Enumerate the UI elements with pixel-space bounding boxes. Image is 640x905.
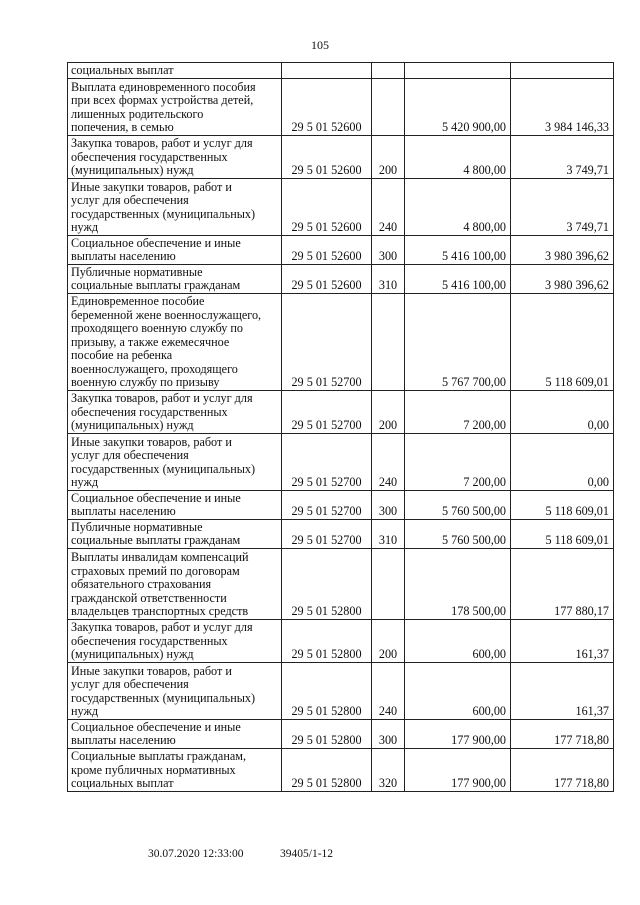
table-row: [68, 433, 614, 490]
table-row: [68, 293, 614, 390]
row-fact-amount-cell: 3 984 146,33: [511, 78, 614, 135]
row-name-cell: социальных выплат: [68, 63, 282, 79]
table-row: [68, 519, 614, 548]
row-expense-type-cell: [372, 293, 405, 390]
row-expense-type-cell: 310: [372, 264, 405, 293]
row-plan-amount-cell: 600,00: [405, 619, 511, 662]
budget-table-body: [68, 63, 614, 792]
row-expense-type-cell: 200: [372, 390, 405, 433]
row-name-cell: Закупка товаров, работ и услуг для обеспечения государственных (муниципальных) нужд: [68, 390, 282, 433]
row-fact-amount-cell: 177 718,80: [511, 719, 614, 748]
row-code-cell: 29 5 01 52800: [282, 719, 372, 748]
table-row: [68, 390, 614, 433]
row-code-cell: 29 5 01 52600: [282, 235, 372, 264]
row-code-cell: 29 5 01 52800: [282, 662, 372, 719]
row-plan-amount-cell: 600,00: [405, 662, 511, 719]
row-fact-amount-cell: 161,37: [511, 662, 614, 719]
row-plan-amount-cell: 5 760 500,00: [405, 490, 511, 519]
row-plan-amount-cell: 178 500,00: [405, 548, 511, 619]
row-name-cell: Публичные нормативные социальные выплаты гражданам: [68, 264, 282, 293]
table-row: [68, 63, 614, 79]
row-code-cell: 29 5 01 52700: [282, 293, 372, 390]
row-fact-amount-cell: 3 749,71: [511, 178, 614, 235]
row-expense-type-cell: 300: [372, 719, 405, 748]
row-plan-amount-cell: 4 800,00: [405, 178, 511, 235]
row-expense-type-cell: 240: [372, 178, 405, 235]
row-code-cell: 29 5 01 52800: [282, 548, 372, 619]
table-row: [68, 662, 614, 719]
row-name-cell: Закупка товаров, работ и услуг для обеспечения государственных (муниципальных) нужд: [68, 135, 282, 178]
table-row: [68, 135, 614, 178]
row-name-cell: Иные закупки товаров, работ и услуг для обеспечения государственных (муниципальных) нужд: [68, 178, 282, 235]
row-code-cell: 29 5 01 52700: [282, 490, 372, 519]
row-fact-amount-cell: [511, 63, 614, 79]
row-plan-amount-cell: 7 200,00: [405, 390, 511, 433]
row-name-cell: Социальное обеспечение и иные выплаты населению: [68, 235, 282, 264]
row-name-cell: Иные закупки товаров, работ и услуг для обеспечения государственных (муниципальных) нужд: [68, 433, 282, 490]
row-code-cell: 29 5 01 52600: [282, 178, 372, 235]
row-expense-type-cell: 300: [372, 235, 405, 264]
row-name-cell: Выплаты инвалидам компенсаций страховых премий по договорам обязательного страхования гражданской ответственности владельцев транспортных средств: [68, 548, 282, 619]
row-plan-amount-cell: 4 800,00: [405, 135, 511, 178]
row-name-cell: Закупка товаров, работ и услуг для обеспечения государственных (муниципальных) нужд: [68, 619, 282, 662]
row-fact-amount-cell: 3 980 396,62: [511, 264, 614, 293]
budget-table: [67, 62, 614, 792]
row-code-cell: 29 5 01 52600: [282, 135, 372, 178]
row-expense-type-cell: 200: [372, 619, 405, 662]
row-plan-amount-cell: 5 416 100,00: [405, 264, 511, 293]
table-row: [68, 619, 614, 662]
row-expense-type-cell: [372, 63, 405, 79]
row-fact-amount-cell: 177 718,80: [511, 748, 614, 791]
row-fact-amount-cell: 5 118 609,01: [511, 519, 614, 548]
row-name-cell: Социальное обеспечение и иные выплаты населению: [68, 719, 282, 748]
row-plan-amount-cell: 5 420 900,00: [405, 78, 511, 135]
row-plan-amount-cell: [405, 63, 511, 79]
row-expense-type-cell: 310: [372, 519, 405, 548]
row-expense-type-cell: [372, 548, 405, 619]
row-code-cell: 29 5 01 52800: [282, 619, 372, 662]
table-row: [68, 748, 614, 791]
row-fact-amount-cell: 3 749,71: [511, 135, 614, 178]
footer-doc-number: 39405/1-12: [280, 848, 334, 860]
row-fact-amount-cell: 5 118 609,01: [511, 293, 614, 390]
row-plan-amount-cell: 177 900,00: [405, 719, 511, 748]
row-plan-amount-cell: 7 200,00: [405, 433, 511, 490]
row-name-cell: Выплата единовременного пособия при всех формах устройства детей, лишенных родительского попечения, в семью: [68, 78, 282, 135]
row-code-cell: 29 5 01 52600: [282, 264, 372, 293]
row-code-cell: 29 5 01 52700: [282, 390, 372, 433]
row-name-cell: Единовременное пособие беременной жене военнослужащего, проходящего военную службу по призыву, а также ежемесячное пособие на ребенка военнослужащего, проходящего военную службу по призыву: [68, 293, 282, 390]
footer-datetime: 30.07.2020 12:33:00: [148, 848, 244, 860]
row-name-cell: Социальные выплаты гражданам, кроме публичных нормативных социальных выплат: [68, 748, 282, 791]
row-expense-type-cell: 240: [372, 662, 405, 719]
row-code-cell: 29 5 01 52600: [282, 78, 372, 135]
row-fact-amount-cell: 5 118 609,01: [511, 490, 614, 519]
row-code-cell: 29 5 01 52700: [282, 519, 372, 548]
row-code-cell: [282, 63, 372, 79]
row-expense-type-cell: 240: [372, 433, 405, 490]
table-row: [68, 78, 614, 135]
row-fact-amount-cell: 3 980 396,62: [511, 235, 614, 264]
row-plan-amount-cell: 5 767 700,00: [405, 293, 511, 390]
table-row: [68, 548, 614, 619]
row-name-cell: Социальное обеспечение и иные выплаты населению: [68, 490, 282, 519]
row-fact-amount-cell: 0,00: [511, 433, 614, 490]
row-expense-type-cell: 320: [372, 748, 405, 791]
row-fact-amount-cell: 0,00: [511, 390, 614, 433]
table-row: [68, 178, 614, 235]
table-row: [68, 235, 614, 264]
row-plan-amount-cell: 177 900,00: [405, 748, 511, 791]
row-fact-amount-cell: 177 880,17: [511, 548, 614, 619]
row-name-cell: Иные закупки товаров, работ и услуг для обеспечения государственных (муниципальных) нужд: [68, 662, 282, 719]
row-plan-amount-cell: 5 416 100,00: [405, 235, 511, 264]
row-expense-type-cell: [372, 78, 405, 135]
row-fact-amount-cell: 161,37: [511, 619, 614, 662]
row-expense-type-cell: 200: [372, 135, 405, 178]
row-plan-amount-cell: 5 760 500,00: [405, 519, 511, 548]
table-row: [68, 719, 614, 748]
row-expense-type-cell: 300: [372, 490, 405, 519]
table-row: [68, 264, 614, 293]
table-row: [68, 490, 614, 519]
row-code-cell: 29 5 01 52700: [282, 433, 372, 490]
row-code-cell: 29 5 01 52800: [282, 748, 372, 791]
page-number: 105: [311, 38, 329, 52]
row-name-cell: Публичные нормативные социальные выплаты гражданам: [68, 519, 282, 548]
